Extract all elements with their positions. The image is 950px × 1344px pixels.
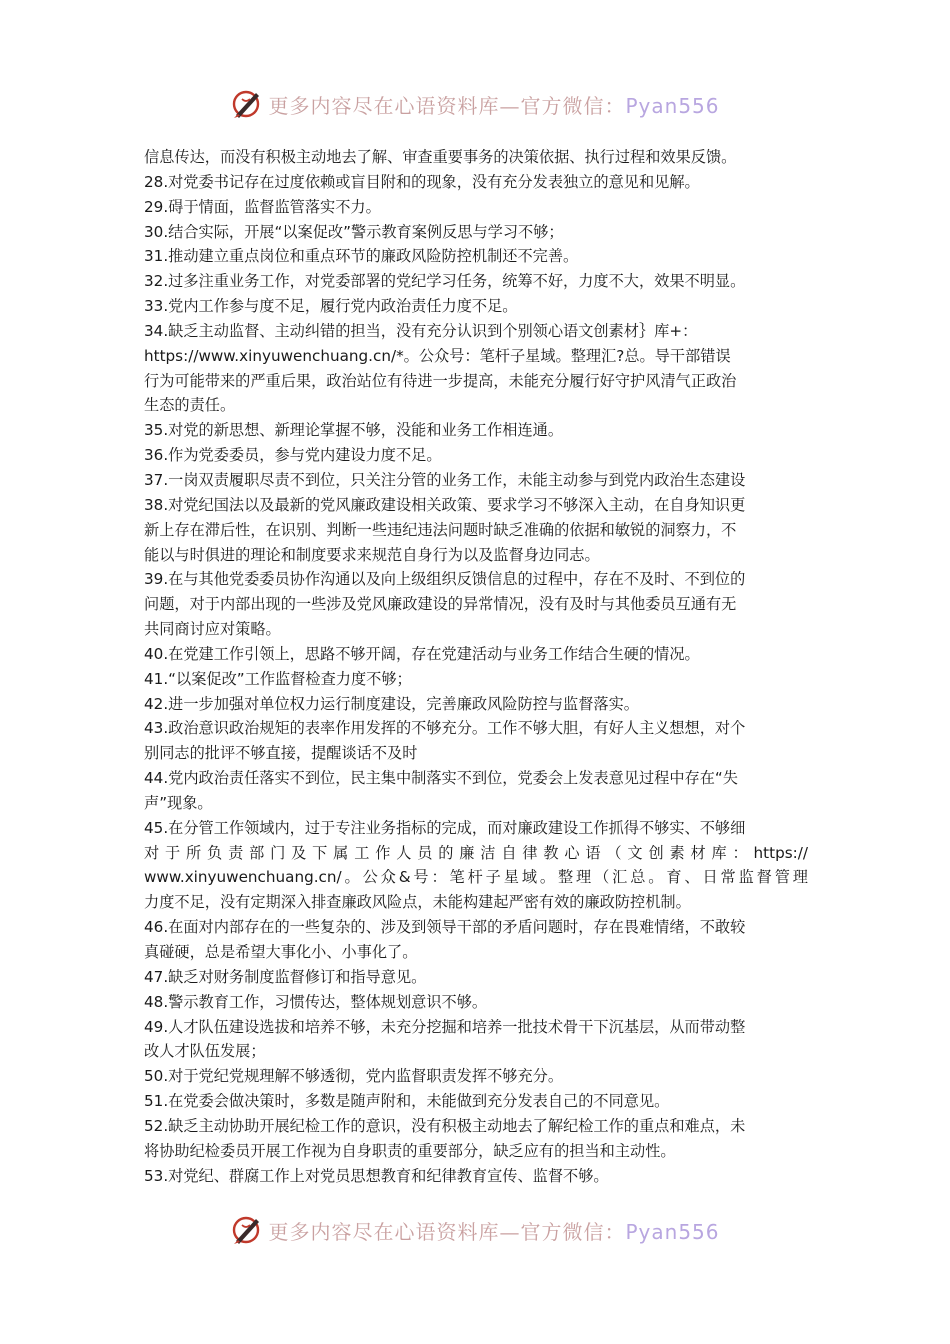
text-line: 32.过多注重业务工作，对党委部署的党纪学习任务，统筹不好，力度不大，效果不明显。 [144, 272, 746, 291]
text-line: 41.“以案促改”工作监督检查力度不够； [144, 669, 412, 688]
banner-wechat-id: Pyan556 [625, 93, 720, 118]
text-line: 51.在党委会做决策时，多数是随声附和，未能做到充分发表自己的不同意见。 [144, 1092, 670, 1111]
header-banner [0, 84, 950, 124]
pen-logo-icon [230, 1213, 264, 1247]
text-line: 39.在与其他党委委员协作沟通以及向上级组织反馈信息的过程中，存在不及时、不到位的 [144, 570, 746, 589]
banner-wechat-id: Pyan556 [625, 1219, 720, 1244]
text-line: 49.人才队伍建设选拔和培养不够，未充分挖掘和培养一批技术骨干下沉基层，从而带动整 [144, 1017, 746, 1036]
text-line: 新上存在滞后性，在识别、判断一些违纪违法问题时缺乏准确的依据和敏锐的洞察力，不 [144, 520, 737, 539]
text-line: 28.对党委书记存在过度依赖或盲目附和的现象，没有充分发表独立的意见和见解。 [144, 172, 700, 191]
text-line: 信息传达，而没有积极主动地去了解、审查重要事务的决策依据、执行过程和效果反馈。 [144, 148, 737, 166]
text-line: 33.党内工作参与度不足，履行党内政治责任力度不足。 [144, 297, 518, 316]
text-line: https://www.xinyuwenchuang.cn/*。公众号：笔杆子星域。整理汇?总。导干部错误 [144, 346, 731, 365]
pen-logo-icon [230, 87, 264, 121]
text-line: 生态的责任。 [144, 396, 236, 415]
text-line: 36.作为党委委员，参与党内建设力度不足。 [144, 446, 442, 465]
banner-prefix: 更多内容尽在心语资料库—官方微信： [268, 93, 626, 118]
banner-text [268, 90, 719, 119]
text-line: 50.对于党纪党规理解不够透彻，党内监督职责发挥不够充分。 [144, 1067, 564, 1086]
text-line: 38.对党纪国法以及最新的党风廉政建设相关政策、要求学习不够深入主动，在自身知识更 [144, 495, 746, 514]
document-body [144, 145, 808, 1188]
text-line: 改人才队伍发展； [144, 1042, 266, 1061]
text-line: 29.碍于情面，监督监管落实不力。 [144, 197, 381, 216]
text-line: 53.对党纪、群腐工作上对党员思想教育和纪律教育宣传、监督不够。 [144, 1166, 609, 1185]
text-line: 42.进一步加强对单位权力运行制度建设，完善廉政风险防控与监督落实。 [144, 694, 639, 713]
banner-prefix: 更多内容尽在心语资料库—官方微信： [268, 1219, 626, 1244]
text-line: 问题，对于内部出现的一些涉及党风廉政建设的异常情况，没有及时与其他委员互通有无 [144, 595, 737, 614]
text-line: 行为可能带来的严重后果，政治站位有待进一步提高，未能充分履行好守护风清气正政治 [144, 371, 737, 390]
text-line: 44.党内政治责任落实不到位，民主集中制落实不到位，党委会上发表意见过程中存在“失 [144, 769, 738, 788]
text-line: 52.缺乏主动协助开展纪检工作的意识，没有积极主动地去了解纪检工作的重点和难点，未 [144, 1116, 746, 1135]
text-line: 将协助纪检委员开展工作视为自身职责的重要部分，缺乏应有的担当和主动性。 [144, 1141, 676, 1160]
text-line: 力度不足，没有定期深入排查廉政风险点，未能构建起严密有效的廉政防控机制。 [144, 893, 691, 912]
text-line: 37.一岗双责履职尽责不到位，只关注分管的业务工作，未能主动参与到党内政治生态建设 [144, 470, 746, 489]
text-line: 48.警示教育工作，习惯传达，整体规划意识不够。 [144, 992, 488, 1011]
text-line: 别同志的批评不够直接，提醒谈话不及时 [144, 744, 418, 763]
text-line: 40.在党建工作引领上，思路不够开阔，存在党建活动与业务工作结合生硬的情况。 [144, 644, 700, 663]
text-line: 35.对党的新思想、新理论掌握不够，没能和业务工作相连通。 [144, 421, 564, 440]
text-line: 30.结合实际，开展“以案促改”警示教育案例反思与学习不够； [144, 222, 564, 241]
text-line: 47.缺乏对财务制度监督修订和指导意见。 [144, 967, 427, 986]
text-line: 34.缺乏主动监督、主动纠错的担当，没有充分认识到个别领心语文创素材｝库+： [144, 321, 698, 340]
banner-text [268, 1216, 719, 1245]
text-line: 43.政治意识政治规矩的表率作用发挥的不够充分。工作不够大胆，有好人主义想想，对个 [144, 719, 746, 738]
text-line: 对于所负责部门及下属工作人员的廉洁自律教心语（文创素材库：https:// [144, 843, 808, 862]
text-line: 声”现象。 [144, 793, 213, 812]
text-line: www.xinyuwenchuang.cn/。公众&号：笔杆子星域。整理（汇总。育、日常监督管理 [144, 868, 808, 887]
text-line: 31.推动建立重点岗位和重点环节的廉政风险防控机制还不完善。 [144, 247, 579, 266]
text-line: 真碰硬，总是希望大事化小、小事化了。 [144, 943, 418, 961]
text-line: 45.在分管工作领域内，过于专注业务指标的完成，而对廉政建设工作抓得不够实、不够细 [144, 818, 746, 837]
text-line: 46.在面对内部存在的一些复杂的、涉及到领导干部的矛盾问题时，存在畏难情绪，不敢较 [144, 918, 746, 937]
text-line: 能以与时俱进的理论和制度要求来规范自身行为以及监督身边同志。 [144, 545, 600, 564]
footer-banner [0, 1210, 950, 1250]
text-line: 共同商讨应对策略。 [144, 620, 281, 639]
